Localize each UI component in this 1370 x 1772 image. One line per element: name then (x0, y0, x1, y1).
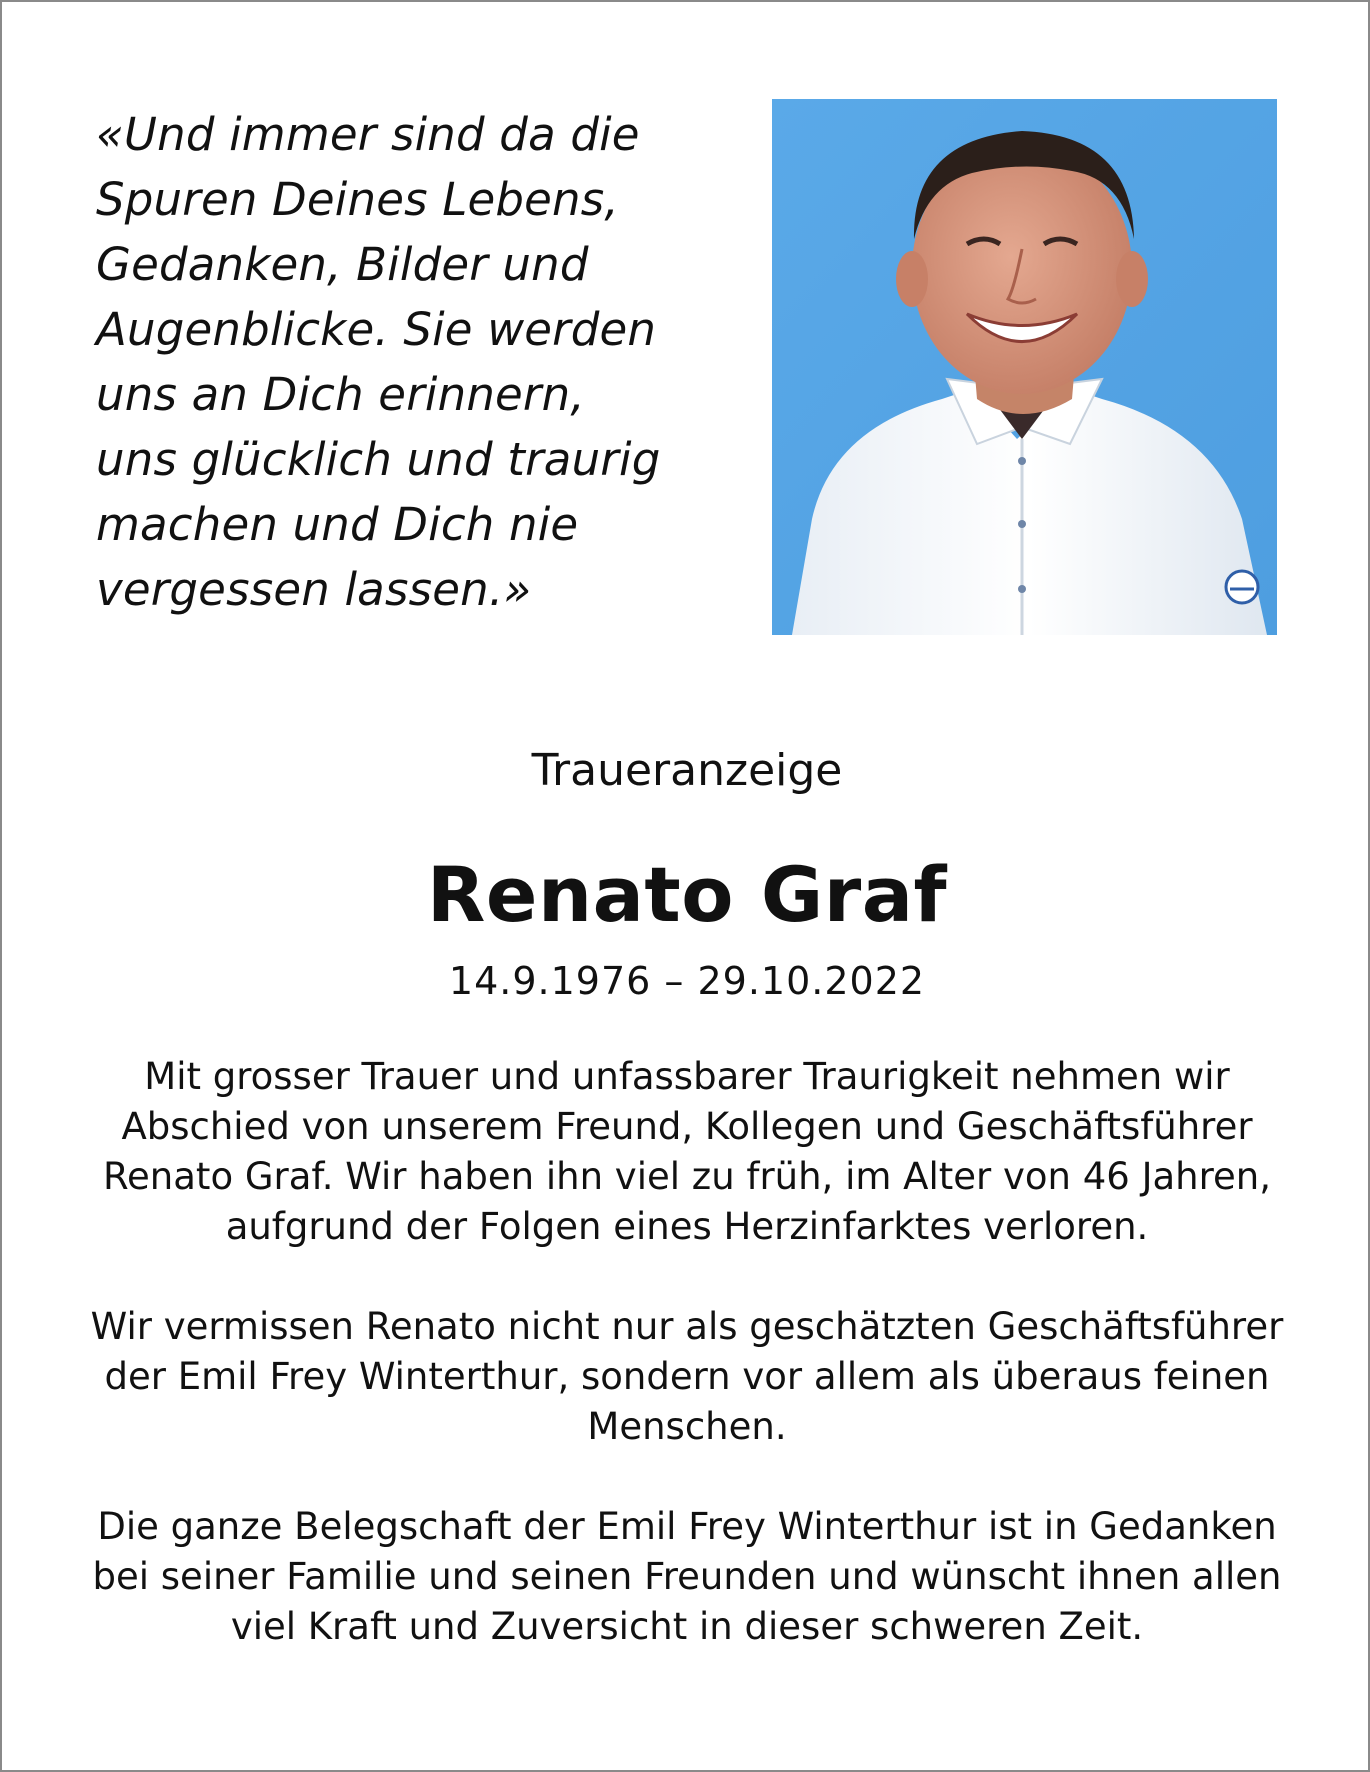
paragraph-tribute (22, 1302, 1352, 1452)
paragraph-line: Die ganze Belegschaft der Emil Frey Winterthur ist in Gedanken (97, 1505, 1277, 1548)
paragraph-line: der Emil Frey Winterthur, sondern vor allem als überaus feinen (104, 1355, 1270, 1398)
paragraph-condolence (22, 1052, 1352, 1252)
quote-line: uns an Dich erinnern, (96, 368, 585, 421)
paragraph-line: Wir vermissen Renato nicht nur als geschätzten Geschäftsführer (90, 1305, 1284, 1348)
paragraph-line: Mit grosser Trauer und unfassbarer Traurigkeit nehmen wir (144, 1055, 1230, 1098)
portrait-photo (772, 99, 1277, 635)
paragraph-line: bei seiner Familie und seinen Freunden und wünscht ihnen allen (92, 1555, 1282, 1598)
paragraph-line: Abschied von unserem Freund, Kollegen und Geschäftsführer (121, 1105, 1253, 1148)
paragraph-sympathy (22, 1502, 1352, 1652)
quote-line: Spuren Deines Lebens, (96, 173, 619, 226)
life-dates: 14.9.1976 – 29.10.2022 (448, 959, 926, 1003)
deceased-name: Renato Graf (426, 850, 948, 939)
quote-line: Gedanken, Bilder und (96, 238, 589, 291)
quote-line: uns glücklich und traurig (96, 433, 661, 486)
notice-kicker: Traueranzeige (531, 745, 843, 796)
quote-line: vergessen lassen.» (96, 563, 532, 616)
portrait-illustration (772, 99, 1277, 635)
quote-line: «Und immer sind da die (96, 108, 640, 161)
memorial-quote (96, 102, 716, 622)
paragraph-line: Renato Graf. Wir haben ihn viel zu früh, im Alter von 46 Jahren, (103, 1155, 1271, 1198)
quote-line: Augenblicke. Sie werden (96, 303, 657, 356)
quote-line: machen und Dich nie (96, 498, 579, 551)
paragraph-line: aufgrund der Folgen eines Herzinfarktes verloren. (225, 1205, 1149, 1248)
paragraph-line: Menschen. (587, 1405, 787, 1448)
paragraph-line: viel Kraft und Zuversicht in dieser schweren Zeit. (230, 1605, 1144, 1648)
